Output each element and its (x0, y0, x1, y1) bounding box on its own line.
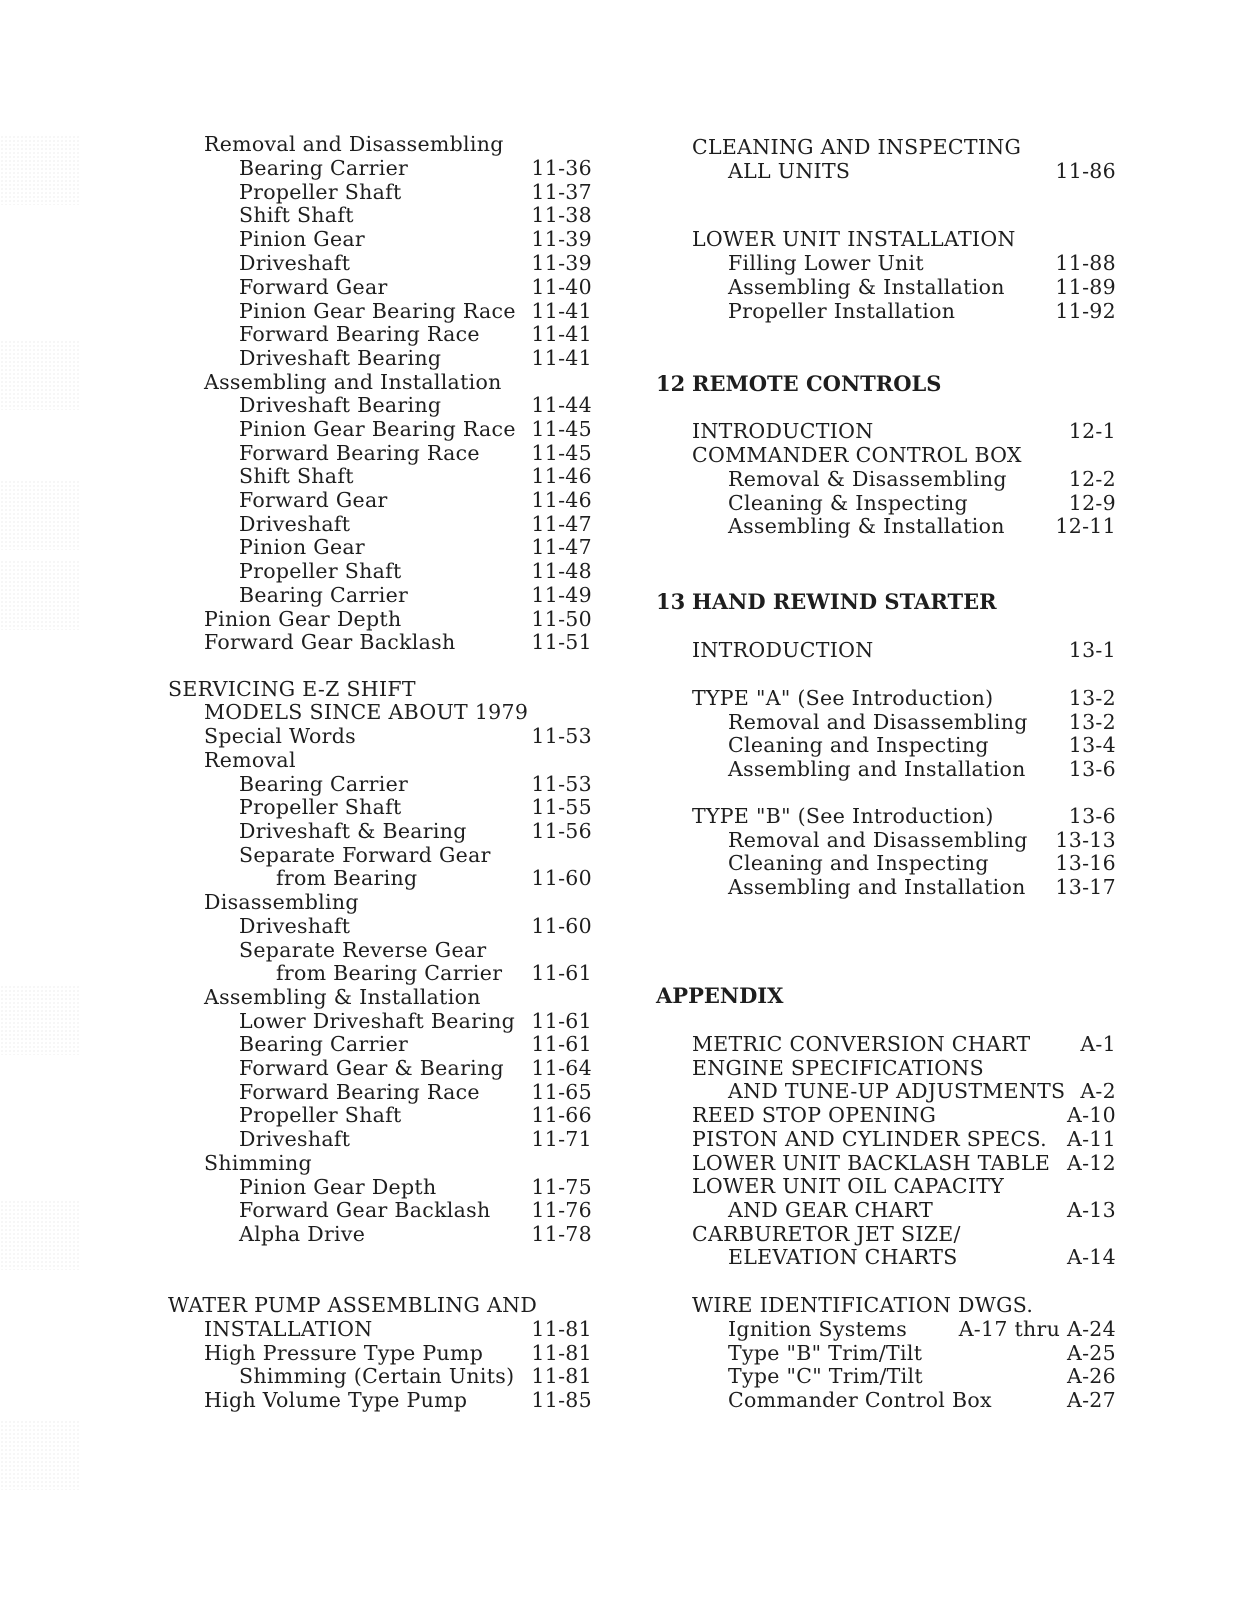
toc-entry-page: 11-76 (531, 1198, 592, 1222)
toc-entry-label: Removal & Disassembling (728, 467, 1007, 491)
toc-entry-label: Forward Gear Backlash (204, 630, 456, 654)
toc-entry-label: Commander Control Box (728, 1388, 992, 1412)
section-number: 12 (656, 371, 686, 396)
toc-entry-page: A-11 (1066, 1127, 1116, 1151)
toc-entry (0, 1032, 620, 1056)
toc-entry-label: Pinion Gear Bearing Race (239, 417, 516, 441)
toc-entry-page: 11-53 (531, 724, 592, 748)
toc-entry (620, 1127, 1241, 1151)
toc-entry-label: REED STOP OPENING (692, 1103, 937, 1127)
toc-entry (0, 488, 620, 512)
toc-entry-page: 11-50 (531, 607, 592, 631)
toc-entry (0, 1103, 620, 1127)
toc-entry (0, 346, 620, 370)
toc-entry (0, 795, 620, 819)
toc-entry (620, 1364, 1241, 1388)
toc-entry-label: Cleaning and Inspecting (728, 733, 989, 757)
toc-entry-page: 11-66 (531, 1103, 592, 1127)
toc-entry (0, 985, 620, 1009)
toc-entry (0, 630, 620, 654)
toc-entry-label: LOWER UNIT OIL CAPACITY (692, 1174, 1005, 1198)
toc-entry-label: ALL UNITS (728, 159, 851, 183)
toc-entry-label: LOWER UNIT INSTALLATION (692, 227, 1016, 251)
toc-entry (0, 1388, 620, 1412)
section-number: 13 (656, 589, 686, 614)
section-title: HAND REWIND STARTER (692, 589, 997, 614)
toc-entry-label: Bearing Carrier (239, 1032, 409, 1056)
toc-entry-label: Pinion Gear Bearing Race (239, 299, 516, 323)
toc-entry (620, 733, 1241, 757)
toc-entry-label: WATER PUMP ASSEMBLING AND (168, 1293, 538, 1317)
toc-entry-page: A-14 (1066, 1245, 1116, 1269)
toc-entry-label: Driveshaft (239, 914, 351, 938)
section-title: REMOTE CONTROLS (692, 371, 942, 396)
toc-entry-page: 11-47 (531, 535, 592, 559)
toc-entry (620, 443, 1241, 467)
toc-entry-label: Shimming (204, 1151, 312, 1175)
toc-entry (620, 710, 1241, 734)
toc-entry-page: 11-88 (1055, 251, 1116, 275)
toc-entry-page: 13-6 (1068, 804, 1116, 828)
toc-entry-label: Assembling & Installation (728, 275, 1005, 299)
toc-entry-label: Separate Forward Gear (239, 843, 491, 867)
toc-entry-page: 11-40 (531, 275, 592, 299)
toc-entry (0, 607, 620, 631)
toc-entry-label: Driveshaft & Bearing (239, 819, 467, 843)
toc-entry-label: Pinion Gear (239, 227, 365, 251)
toc-entry-page: 11-36 (531, 156, 592, 180)
toc-entry-page: 11-46 (531, 464, 592, 488)
toc-entry (0, 1056, 620, 1080)
toc-entry-label: Disassembling (204, 890, 359, 914)
toc-entry (620, 1151, 1241, 1175)
toc-entry (620, 514, 1241, 538)
toc-entry-page: 11-81 (531, 1364, 592, 1388)
toc-entry (620, 1293, 1241, 1317)
toc-entry-label: WIRE IDENTIFICATION DWGS. (692, 1293, 1034, 1317)
toc-entry-page: 13-17 (1055, 875, 1116, 899)
toc-entry (0, 819, 620, 843)
toc-entry (0, 938, 620, 962)
toc-entry-page: A-12 (1066, 1151, 1116, 1175)
toc-entry-page: 11-49 (531, 583, 592, 607)
toc-entry-page: 11-81 (531, 1341, 592, 1365)
toc-entry (0, 700, 620, 724)
toc-entry (0, 512, 620, 536)
toc-entry (620, 875, 1241, 899)
toc-entry (0, 843, 620, 867)
toc-entry-page: 11-41 (531, 322, 592, 346)
toc-entry-page: 11-64 (531, 1056, 592, 1080)
toc-entry (620, 1032, 1241, 1056)
toc-entry (0, 890, 620, 914)
toc-entry-label: Driveshaft (239, 512, 351, 536)
toc-entry-label: COMMANDER CONTROL BOX (692, 443, 1022, 467)
toc-entry-label: High Pressure Type Pump (204, 1341, 484, 1365)
toc-entry-label: Shift Shaft (239, 203, 354, 227)
toc-entry-label: Special Words (204, 724, 356, 748)
toc-entry (0, 535, 620, 559)
toc-entry-page: 11-61 (531, 1032, 592, 1056)
section-title: APPENDIX (656, 983, 784, 1008)
toc-entry-label: Propeller Shaft (239, 1103, 402, 1127)
toc-entry (620, 638, 1241, 662)
toc-entry-label: Type "C" Trim/Tilt (728, 1364, 923, 1388)
toc-entry-page: 11-46 (531, 488, 592, 512)
toc-entry-label: Assembling and Installation (728, 875, 1026, 899)
toc-entry-label: Type "B" Trim/Tilt (728, 1341, 923, 1365)
toc-entry (620, 467, 1241, 491)
toc-entry-label: Propeller Shaft (239, 559, 402, 583)
toc-entry-label: Driveshaft (239, 251, 351, 275)
toc-entry-label: Assembling and Installation (728, 757, 1026, 781)
toc-entry-page: 11-37 (531, 180, 592, 204)
toc-entry-label: METRIC CONVERSION CHART (692, 1032, 1031, 1056)
toc-entry-label: Propeller Installation (728, 299, 956, 323)
toc-entry-label: from Bearing (276, 866, 418, 890)
toc-entry-page: 11-65 (531, 1080, 592, 1104)
toc-entry-page: 11-61 (531, 1009, 592, 1033)
toc-entry (620, 419, 1241, 443)
toc-entry-label: Filling Lower Unit (728, 251, 924, 275)
toc-entry (0, 441, 620, 465)
toc-entry-page: 11-51 (531, 630, 592, 654)
toc-entry (0, 914, 620, 938)
toc-entry-label: Assembling & Installation (204, 985, 481, 1009)
toc-entry-page: 12-2 (1068, 467, 1116, 491)
toc-entry-page: 13-6 (1068, 757, 1116, 781)
toc-entry-page: 13-1 (1068, 638, 1116, 662)
toc-entry-page: 11-56 (531, 819, 592, 843)
toc-entry (620, 1222, 1241, 1246)
toc-entry (0, 227, 620, 251)
toc-entry-page: 11-47 (531, 512, 592, 536)
toc-entry-page: 11-45 (531, 417, 592, 441)
toc-entry-page: 11-60 (531, 866, 592, 890)
toc-entry (0, 1198, 620, 1222)
toc-entry-label: Forward Bearing Race (239, 1080, 480, 1104)
toc-entry-label: Alpha Drive (239, 1222, 366, 1246)
toc-entry-label: Forward Bearing Race (239, 322, 480, 346)
toc-entry (0, 417, 620, 441)
toc-entry-page: 11-55 (531, 795, 592, 819)
toc-entry-label: Lower Driveshaft Bearing (239, 1009, 516, 1033)
toc-entry (0, 724, 620, 748)
toc-entry-label: AND TUNE-UP ADJUSTMENTS (728, 1079, 1066, 1103)
toc-entry-page: 13-13 (1055, 828, 1116, 852)
toc-entry-label: MODELS SINCE ABOUT 1979 (204, 700, 529, 724)
toc-entry-label: Propeller Shaft (239, 795, 402, 819)
toc-entry-page: 13-4 (1068, 733, 1116, 757)
toc-entry-page: A-13 (1066, 1198, 1116, 1222)
toc-entry-label: Forward Gear Backlash (239, 1198, 491, 1222)
section-heading (620, 372, 1241, 396)
toc-entry-page: 11-39 (531, 251, 592, 275)
toc-entry-page: 11-71 (531, 1127, 592, 1151)
toc-entry-page: 12-11 (1055, 514, 1116, 538)
toc-entry (0, 203, 620, 227)
toc-entry-label: INSTALLATION (204, 1317, 373, 1341)
toc-entry-label: Pinion Gear (239, 535, 365, 559)
toc-entry-label: TYPE "B" (See Introduction) (692, 804, 994, 828)
toc-entry (0, 1222, 620, 1246)
toc-entry (620, 135, 1241, 159)
toc-entry (0, 299, 620, 323)
toc-entry-label: Propeller Shaft (239, 180, 402, 204)
toc-entry-label: ELEVATION CHARTS (728, 1245, 958, 1269)
toc-entry (0, 132, 620, 156)
toc-entry-page: 11-92 (1055, 299, 1116, 323)
toc-entry-label: Forward Gear & Bearing (239, 1056, 504, 1080)
toc-entry-page: 13-16 (1055, 851, 1116, 875)
toc-entry-label: Assembling & Installation (728, 514, 1005, 538)
toc-entry-page: 11-78 (531, 1222, 592, 1246)
toc-entry (620, 1174, 1241, 1198)
toc-entry (0, 748, 620, 772)
toc-entry (620, 299, 1241, 323)
toc-entry (0, 180, 620, 204)
toc-entry (0, 156, 620, 180)
toc-entry-page: A-27 (1066, 1388, 1116, 1412)
toc-entry (0, 961, 620, 985)
section-heading (620, 984, 1241, 1008)
toc-entry-page: 11-48 (531, 559, 592, 583)
toc-entry (620, 227, 1241, 251)
toc-entry-label: SERVICING E-Z SHIFT (168, 677, 416, 701)
toc-entry-label: Pinion Gear Depth (204, 607, 402, 631)
toc-entry (620, 1317, 1241, 1341)
toc-entry-label: Separate Reverse Gear (239, 938, 487, 962)
toc-entry-label: Bearing Carrier (239, 156, 409, 180)
toc-entry-label: Driveshaft (239, 1127, 351, 1151)
toc-entry-page: 11-38 (531, 203, 592, 227)
toc-entry (620, 251, 1241, 275)
toc-entry-label: Removal (204, 748, 296, 772)
toc-entry-label: Cleaning & Inspecting (728, 491, 968, 515)
toc-entry (0, 677, 620, 701)
toc-entry (0, 1317, 620, 1341)
toc-entry (0, 1009, 620, 1033)
section-heading (620, 590, 1241, 614)
toc-entry (0, 393, 620, 417)
toc-entry-label: Removal and Disassembling (204, 132, 504, 156)
toc-entry-label: Forward Bearing Race (239, 441, 480, 465)
toc-entry (620, 1388, 1241, 1412)
toc-entry-page: 11-41 (531, 299, 592, 323)
toc-entry (0, 464, 620, 488)
toc-entry-label: Cleaning and Inspecting (728, 851, 989, 875)
toc-entry-label: INTRODUCTION (692, 638, 874, 662)
toc-entry (0, 251, 620, 275)
toc-entry-label: Ignition Systems (728, 1317, 908, 1341)
toc-entry-page: 11-61 (531, 961, 592, 985)
toc-entry-label: ENGINE SPECIFICATIONS (692, 1056, 984, 1080)
toc-entry-page: 12-1 (1068, 419, 1116, 443)
toc-entry-page: 11-75 (531, 1175, 592, 1199)
toc-entry-page: 12-9 (1068, 491, 1116, 515)
toc-entry (620, 828, 1241, 852)
toc-entry-label: Driveshaft Bearing (239, 346, 442, 370)
toc-entry-page: A-25 (1066, 1341, 1116, 1365)
toc-entry-label: from Bearing Carrier (276, 961, 503, 985)
toc-entry-label: INTRODUCTION (692, 419, 874, 443)
toc-entry (0, 1293, 620, 1317)
toc-entry-page: 11-44 (531, 393, 592, 417)
toc-entry-page: 11-81 (531, 1317, 592, 1341)
toc-entry-label: Assembling and Installation (204, 370, 502, 394)
toc-entry (0, 1080, 620, 1104)
toc-entry (620, 275, 1241, 299)
toc-entry-label: Shimming (Certain Units) (239, 1364, 515, 1388)
toc-entry (0, 559, 620, 583)
toc-entry (0, 1127, 620, 1151)
toc-entry-page: A-26 (1066, 1364, 1116, 1388)
toc-entry-page: 11-53 (531, 772, 592, 796)
toc-entry (0, 866, 620, 890)
toc-entry-page: A-1 (1080, 1032, 1116, 1056)
toc-entry (620, 159, 1241, 183)
toc-entry-label: CARBURETOR JET SIZE/ (692, 1222, 961, 1246)
toc-entry (0, 1175, 620, 1199)
toc-entry (0, 1151, 620, 1175)
toc-entry-label: Bearing Carrier (239, 583, 409, 607)
toc-entry-page: 11-60 (531, 914, 592, 938)
scan-speckle (0, 1420, 80, 1490)
toc-entry-page: 13-2 (1068, 686, 1116, 710)
toc-entry-page: 11-85 (531, 1388, 592, 1412)
toc-entry-label: Removal and Disassembling (728, 710, 1028, 734)
toc-entry-label: Pinion Gear Depth (239, 1175, 437, 1199)
toc-entry-label: Forward Gear (239, 488, 388, 512)
toc-entry-label: CLEANING AND INSPECTING (692, 135, 1022, 159)
toc-entry (0, 370, 620, 394)
toc-entry-page: 11-45 (531, 441, 592, 465)
toc-entry-page: 11-39 (531, 227, 592, 251)
toc-entry (620, 757, 1241, 781)
toc-entry (0, 1341, 620, 1365)
toc-entry-label: AND GEAR CHART (728, 1198, 934, 1222)
toc-entry-page: A-17 thru A-24 (958, 1317, 1116, 1341)
toc-entry (620, 1341, 1241, 1365)
toc-entry-page: 13-2 (1068, 710, 1116, 734)
toc-entry (0, 322, 620, 346)
toc-entry-label: Shift Shaft (239, 464, 354, 488)
toc-entry-label: TYPE "A" (See Introduction) (692, 686, 994, 710)
toc-entry (0, 772, 620, 796)
toc-entry-page: 11-86 (1055, 159, 1116, 183)
toc-entry (0, 1364, 620, 1388)
toc-entry-page: 11-89 (1055, 275, 1116, 299)
toc-entry-label: Driveshaft Bearing (239, 393, 442, 417)
toc-entry (620, 686, 1241, 710)
toc-entry (0, 275, 620, 299)
toc-entry (620, 491, 1241, 515)
toc-entry (620, 1056, 1241, 1080)
toc-entry-label: Forward Gear (239, 275, 388, 299)
toc-entry-label: Bearing Carrier (239, 772, 409, 796)
toc-entry (620, 1103, 1241, 1127)
toc-entry-label: LOWER UNIT BACKLASH TABLE (692, 1151, 1051, 1175)
toc-entry-page: A-2 (1080, 1079, 1116, 1103)
toc-entry (0, 583, 620, 607)
toc-entry (620, 851, 1241, 875)
toc-entry-label: PISTON AND CYLINDER SPECS. (692, 1127, 1047, 1151)
toc-entry-page: 11-41 (531, 346, 592, 370)
toc-entry (620, 1198, 1241, 1222)
toc-entry (620, 1079, 1241, 1103)
toc-entry-label: High Volume Type Pump (204, 1388, 468, 1412)
toc-entry-page: A-10 (1066, 1103, 1116, 1127)
toc-entry (620, 1245, 1241, 1269)
toc-entry-label: Removal and Disassembling (728, 828, 1028, 852)
toc-entry (620, 804, 1241, 828)
